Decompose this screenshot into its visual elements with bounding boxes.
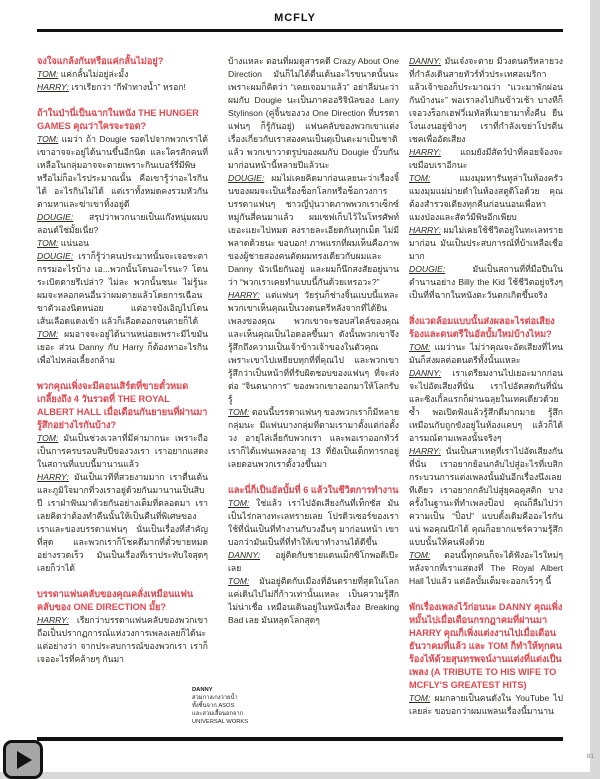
question-heading: พวกคุณเพิ่งจะมีคอนเสิร์ตที่ขายตั๋วหมดเกลี้ยงถึง 4 วันรวดที่ THE ROYAL ALBERT HALL เมื่อเดือนกันยายนที่ผ่านมา รู้สึกอย่างไรกันบ้าง? — [37, 381, 208, 430]
interview-paragraph: TOM: แน่นอน — [37, 238, 90, 248]
speaker-name: TOM: — [409, 550, 431, 560]
speaker-name: DOUGIE: — [228, 173, 265, 183]
question-heading: พักเรื่องเพลงไว้ก่อนนะ DANNY คุณเพิ่งหมั้นไปเมื่อเดือนกรกฎาคมที่ผ่านมา HARRY คุณก็เพิ่งแต่งงานไปเมื่อเดือนธันวาคมที่แล้ว และ TOM ก็ทำให้ทุกคนร้องไห้ด้วยสุนทรพจน์งานแต่งที่แต่งเป็นเพลง (A TRIBUTE TO HIS WIFE TO MCFLY'S GREATEST HITS) — [409, 602, 563, 690]
speaker-name: DANNY: — [228, 550, 261, 560]
interview-paragraph: HARRY: นั่นเป็นสาเหตุที่เราไปอัดเสียงกันที่นั่น เราอยากย้อนกลับไปสู่อะไรที่เบสิก กระบวนการแต่งเพลงนั้นมันอีกเรื่องนึงเลยทีเดียว เราอยากกลับไปสู่ยุคอคูสติก บางครั้งในฐานะที่ทำเพลงป็อป คุณก็ลืมไปว่าความเป็น “ป็อป” แบบดั้งเดิมคืออะไรกันแน่ พอคุณนึกได้ คุณก็อยากแชร์ความรู้สึกแบบนั้นให้คนฟังด้วย — [409, 446, 563, 547]
interview-paragraph: DOUGIE: สรุปว่าพวกนายเป็นแก๊งหนุ่มผมบลอนด์ใช่มั้ยเนี่ย? — [37, 212, 208, 235]
speaker-name: HARRY: — [37, 472, 69, 482]
interview-paragraph: TOM: ผมกลายเป็นคนดังใน YouTube ไปเลยล่ะ ขอบอกว่าผมแพลนเรื่องนี้มานาน — [409, 693, 563, 716]
interview-paragraph: DOUGIE: ผมไม่เคยคิดมาก่อนเลยนะว่าเรื่องจิ้นของผมจะเป็นเรื่องช็อกโลกหรือช็อกวงการ บรรดาแฟนๆ ชาวญี่ปุ่นวาดภาพพวกเราเซ็กซ์หมู่กันสี่คนมาแล้ว ผมเซฟเก็บไว้ในโทรศัพท์เยอะแยะไปหมด ลงรายละเอียดกันทุกเม็ด ไม่มีพลาดด้วยนะ ขอบอก! ภาพแรกที่ผมเห็นคือภาพของผู้ชายสองคนตัดผมทรงเดียวกับผมและ Danny นัวเนียกันอยู่ และผมก็นึกสงสัยอยู่นานว่า “พวกเราเคยทำแบบนี้กันด้วยเหรอวะ?” — [228, 173, 399, 287]
interview-paragraph: HARRY: มันเป็นเวทีที่สวยงามมาก เราตื่นเต้นและภูมิใจมากที่วงเราอยู่ด้วยกันมานานเป็นสิบปี เราฝ่าฟันมาด้วยกันอย่างเต็มที่ตลอดมา เราเลยคิดว่าต้องทำคืนนั้นให้เป็นคืนที่พิเศษของเราและของบรรดาแฟนๆ นั่นเป็นเรื่องที่สำคัญที่สุด และพวกเราก็โชคดีมากที่ตั๋วขายหมดอย่างรวดเร็ว มันเป็นเรื่องที่เราประทับใจสุดๆ เลยก็ว่าได้ — [37, 472, 208, 573]
interview-paragraph: TOM: ตอนนี้ทุกคนก็จะได้ฟังอะไรใหม่ๆ หลังจากที่เราแสดงที่ The Royal Albert Hall ไปแล้ว แต่อัลบั้มเต็มจะออกเร็วๆ นี้ — [409, 550, 563, 586]
interview-paragraph: HARRY: ผมไม่เคยใช้ชีวิตอยู่ในทะเลทรายมาก่อน มันเป็นประสบการณ์ที่บ้าเหลือเชื่อมาก — [409, 225, 563, 261]
interview-paragraph: TOM: แค่กลั้นไม่อยู่ล่ะมั้ง — [37, 69, 129, 79]
interview-paragraph: HARRY: เรียกว่าบรรดาแฟนคลับของพวกเขาถือเป็นปรากฏการณ์แห่งวงการเพลงเลยก็ได้นะ แต่อย่างว่า จากประสบการณ์ของพวกเรา เราก็เจออะไรที่คล้ายๆ กันมา — [37, 615, 208, 664]
footer-divider — [37, 737, 563, 741]
interview-paragraph: TOM: แมงมุมทารันทูล่าในห้องครัว แมงมุมแม่ม่ายดำในห้องสตูดิโอด้วย คุณต้องสำรวจเตียงทุกคืนก่อนนอนเพื่อหาแมงป่องและสัตว์มีพิษอีกเพียบ — [409, 173, 563, 222]
interview-paragraph: HARRY: แต่แฟนๆ วัยรุ่นก็ช่างจิ้นแบบนี้แหละ พวกเขาเห็นคุณเป็นวงดนตรีหลังจากที่ได้ยินเพลงของคุณ พวกเขาจะชอบสไตล์ของคุณ และเห็นคุณเป็นไอดอลขึ้นมา ดังนั้นพวกเขาจึงรู้สึกถึงความเป็นเจ้าข้าวเจ้าของในตัวคุณเพราะเขาไปเหยียบทุกที่ที่คุณไป และพวกเขารู้สึกว่าเป็นหน้าที่ที่รับผิดชอบของแฟนๆ ที่จะส่งต่อ “จินตนาการ” ของพวกเขาออกมาให้โลกรับรู้ — [228, 290, 399, 404]
interview-paragraph: DANNY: อยู่ติดกับชายแดนเม็กซิโกพอดีเป๊ะเลย — [228, 550, 399, 573]
header-divider — [37, 29, 563, 32]
interview-paragraph: TOM: แมว่านะ ไม่ว่าคุณจะอัดเสียงที่ไหนมันก็ส่งผลต่อดนตรีทั้งนั้นแหละ — [409, 342, 563, 365]
caption-line: ทั้งชิ้นจาก ASOS — [192, 703, 235, 709]
speaker-name: DOUGIE: — [409, 264, 446, 274]
question-heading: จงใจแกล้งกันหรือแค่กลั้นไม่อยู่? — [37, 56, 164, 66]
interview-paragraph: DANNY: มันเจ๋งจะตาย มีวงดนตรีหลายวงที่กำลังเดินสายทัวร์ทั่วประเทศอเมริกา แล้วเจ้าของก็ประมาณว่า “แวะมาพักผ่อนกันบ้างนะ” พอเราลงไปกินข้าวเช้า บางทีก็เจอวงร็อกเฮฟวี่เมทัลที่เมายามาทั้งคืน ยืนโงนเงนอยู่ข้างๆ เราที่กำลังเขย่าโปรตีนเชคเพื่ออัดเสียง — [409, 56, 563, 144]
page-title: MCFLY — [274, 12, 316, 24]
speaker-name: TOM: — [228, 498, 250, 508]
question-heading: และนี่ก็เป็นอัลบั้มที่ 6 แล้วในชีวิตการทำงาน — [228, 485, 399, 495]
interview-paragraph: DOUGIE: เราก็รู้ว่าคนประมาทนั้นจะเจอชะตากรรมอะไรบ้าง เอ...พวกนั้นโดนอะไรนะ? โดนระเบิดตายรึเปล่า? ไม่ละ พวกนั้นชนะ ไม่รู้นะ ผมจะหลอกคนอื่นว่าผมตายแล้วโดยการเฉือนขาตัวเองนิดหน่อย แต่อาจบังเอิญไปโดนเส้นเลือดแดงเข้า แล้วก็เลือดออกจนตายก็ได้ — [37, 251, 208, 326]
photo-credit-caption — [192, 686, 272, 726]
caption-line: สวมกางเกงว่ายน้ำ — [192, 695, 238, 701]
question-heading: บรรดาแฟนคลับของคุณคลั่งเหมือนแฟนคลับของ ONE DIRECTION มั้ย? — [37, 589, 194, 612]
page-number: 81 — [586, 753, 594, 760]
speaker-name: TOM: — [409, 342, 431, 352]
article-column-left — [37, 55, 208, 666]
interview-paragraph: TOM: ผมอาจจะอยู่ได้นานหน่อยเพราะมีไขมันเยอะ ส่วน Danny กับ Harry ก็ต้องหาอะไรกินเพื่อไปหล่อเลี้ยงกล้าม — [37, 329, 208, 365]
caption-line: UNIVERSAL WORKS — [192, 719, 249, 725]
interview-paragraph: TOM: มันอยู่ติดกับเมืองที่อันตรายที่สุดในโลก แค่เดินไปไม่กี่ก้าวเท่านั้นแหละ เป็นความรู้สึกไม่น่าเชื่อ เหมือนเดินอยู่ในหนังเรื่อง Breaking Bad เลย มันหลุดโลกสุดๆ — [228, 576, 399, 625]
question-heading: ถ้าในป่านี่เป็นฉากในหนัง THE HUNGER GAMES คุณว่าใครจะรอด? — [37, 108, 199, 131]
speaker-name: DOUGIE: — [37, 212, 74, 222]
play-button[interactable] — [3, 740, 43, 779]
article-column-center — [228, 55, 399, 627]
speaker-name: HARRY: — [37, 615, 69, 625]
speaker-name: TOM: — [228, 576, 250, 586]
interview-paragraph: บ้างแหละ ตอนที่ผมดูสารคดี Crazy About One Direction มันก็ไม่ได้ตื่นเต้นอะไรขนาดนั้นนะ เพราะผมก็คิดว่า “เคยเจอมาแล้ว” อย่าลืมนะว่าผมกับ Dougie นะเป็นภาคออริจินัลของ Larry Stylinson (คู่จิ้นของวง One Direction ที่บรรดาแฟนๆ ก็รู้กันอยู่) แฟนคลับของพวกเขาแต่งเรื่องเกี่ยวกับเราสองคนเป็นตุเป็นตะมาเป็นชาติแล้ว พวกเขาวาดรูปของผมกับ Dougie บั๊วบกันมาก่อนหน้านี้หลายปีแล้วนะ — [228, 56, 399, 170]
interview-paragraph: TOM: แมว่า ถ้า Dougie รอดไปจากพวกเราได้ เขาอาจจะอยู่ได้นานขึ้นอีกนิด และใครสักคนที่เหลือในกลุ่มอาจจะตายเพราะกินเบอร์รี่มีพิษ หรือไม่ก็อะไรประมาณนั้น คือเขารู้ว่าอะไรกินได้ อะไรกินไม่ได้ แต่เราทั้งหมดคงรวมหัวกันตามหาและฆ่าเขาทิ้งอยู่ดี — [37, 134, 208, 209]
speaker-name: TOM: — [37, 69, 59, 79]
question-heading: สิ่งแวดล้อมแบบนั้นส่งผลอะไรต่อเสียงร้องและดนตรีในอัลบั้มใหม่บ้างไหม? — [409, 316, 555, 339]
speaker-name: TOM: — [228, 407, 250, 417]
caption-line: และสวมเสื้อนอกจาก — [192, 711, 244, 717]
speaker-name: DANNY: — [409, 56, 442, 66]
play-icon — [17, 751, 32, 769]
speaker-name: TOM: — [37, 238, 59, 248]
caption-line: DANNY — [192, 687, 213, 693]
interview-paragraph: TOM: มันเป็นช่วงเวลาที่มีค่ามากนะ เพราะถือเป็นการครบรอบสิบปีของวงเรา เราอยากแสดงในสถานที่แบบนี้มานานแล้ว — [37, 433, 208, 469]
article-column-right — [409, 55, 563, 718]
speaker-name: DANNY: — [409, 368, 442, 378]
speaker-name: HARRY: — [228, 290, 260, 300]
interview-paragraph: TOM: ใช่แล้ว เราไปอัดเสียงกันที่เท็กซัส มันเป็นไร่กลางทะเลทรายเลย โปรดิวเซอร์ของเราใช้ที่นั่นเป็นที่ทำงานกับวงอื่นๆ มาก่อนหน้า เขาบอกว่ามันเป็นที่ที่ทำให้เขาทำงานได้ดีขึ้น — [228, 498, 399, 547]
speaker-name: HARRY: — [409, 225, 441, 235]
interview-paragraph: HARRY: แถมยังมีสัตว์ป่าที่คอยจ้องจะเขมือบเราอีกนะ — [409, 147, 563, 170]
speaker-name: TOM: — [409, 173, 431, 183]
speaker-name: TOM: — [37, 329, 59, 339]
speaker-name: TOM: — [37, 433, 59, 443]
interview-paragraph: TOM: ตอนนี้บรรดาแฟนๆ ของพวกเราก็มีหลายกลุ่มนะ มีแฟนบางกลุ่มที่ตามเรามาตั้งแต่ก่อตั้งวง อายุไล่เลี่ยกับพวกเรา และพอเราออกทัวร์ เราก็ได้แฟนเพลงอายุ 13 ที่ยังเป็นเด็กทารกอยู่เลยตอนพวกเราตั้งวงขึ้นมา — [228, 407, 399, 469]
speaker-name: HARRY: — [409, 147, 441, 157]
speaker-name: HARRY: — [37, 82, 69, 92]
speaker-name: DOUGIE: — [37, 251, 74, 261]
speaker-name: TOM: — [37, 134, 59, 144]
interview-paragraph: DOUGIE: มันเป็นสถานที่ที่มือปืนในตำนานอย่าง Billy the Kid ใช้ชีวิตอยู่จริงๆ เป็นที่ที่ฉากในหนังตะวันตกเกิดขึ้นจริง — [409, 264, 563, 300]
speaker-name: TOM: — [409, 693, 431, 703]
speaker-name: HARRY: — [409, 446, 441, 456]
interview-paragraph: DANNY: เราเตรียมงานไปเยอะมากก่อนจะไปอัดเสียงที่นั่น เราไปอัดสดกันที่นั่น และซิงเกิ้ลแรกก็ผ่านฉลุยในเทคเดียวด้วยซ้ำ พอเปิดฟังแล้วรู้สึกดีมากมาย รู้สึกเหมือนกับถูกขังอยู่ในห้องแคบๆ แล้วก็ได้อารมณ์ตามเพลงนั้นจริงๆ — [409, 368, 563, 443]
interview-paragraph: HARRY: เราเรียกว่า “กีฬาทางน้ำ” หรอก! — [37, 82, 186, 92]
